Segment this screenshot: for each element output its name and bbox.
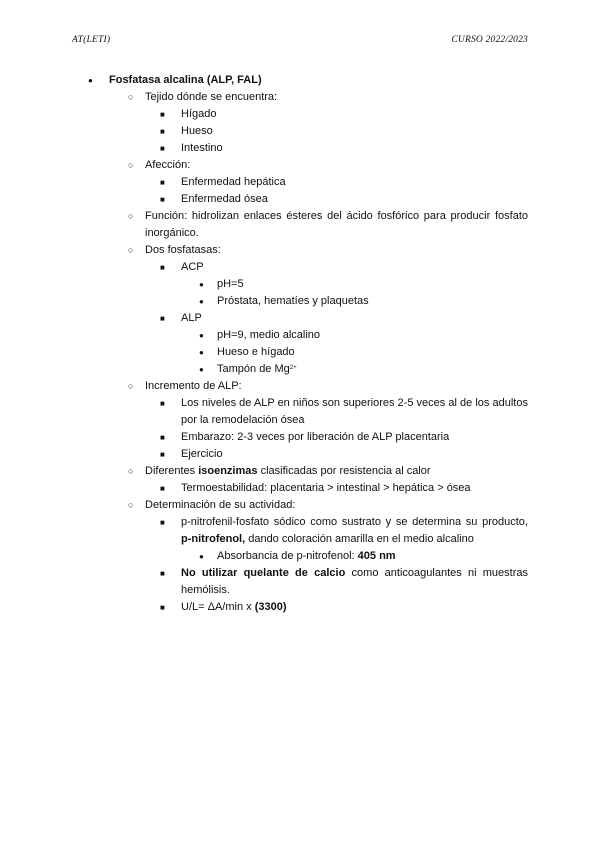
alp-ph: pH=9, medio alcalino: [217, 329, 321, 341]
funcion-text: Función: hidrolizan enlaces ésteres del ácido fosfórico para producir fosfato inorgánico.: [145, 210, 528, 239]
alp-tampon: Tampón de Mg: [217, 363, 290, 375]
abs-pre: Absorbancia de p-nitrofenol:: [217, 550, 358, 562]
bullet-disc-icon: ●: [199, 365, 204, 374]
list-item: [0, 259, 600, 276]
list-item: [0, 514, 600, 548]
quelante-post: como anticoagulantes ni muestras hemólisis.: [181, 567, 529, 596]
bullet-square-icon: ■: [160, 195, 165, 204]
bullet-circle-icon: ○: [128, 160, 134, 170]
quelante-bold: No utilizar quelante de calcio: [181, 567, 346, 579]
bullet-square-icon: ■: [160, 569, 165, 578]
determinacion-label: Determinación de su actividad:: [145, 499, 296, 511]
acp-item: pH=5: [217, 278, 244, 290]
list-item: [0, 497, 600, 514]
bullet-square-icon: ■: [160, 399, 165, 408]
tejido-item: Intestino: [181, 142, 223, 154]
incremento-item: Ejercicio: [181, 448, 223, 460]
list-item: [0, 446, 600, 463]
list-item: [0, 191, 600, 208]
sustrato-bold: p-nitrofenol,: [181, 533, 246, 545]
bullet-square-icon: ■: [160, 127, 165, 136]
alp-label: ALP: [181, 312, 202, 324]
incremento-label: Incremento de ALP:: [145, 380, 242, 392]
alp-tampon-sup: 2+: [289, 365, 297, 371]
list-item: [0, 565, 600, 599]
list-item: [0, 463, 600, 480]
isoenzimas-pre: Diferentes: [145, 465, 199, 477]
dos-label: Dos fosfatasas:: [145, 244, 221, 256]
list-item: [0, 310, 600, 327]
bullet-disc-icon: ●: [199, 348, 204, 357]
bullet-square-icon: ■: [160, 263, 165, 272]
tejido-item: Hueso: [181, 125, 213, 137]
afeccion-item: Enfermedad ósea: [181, 193, 268, 205]
incremento-item: Los niveles de ALP en niños son superiores 2-5 veces al de los adultos por la remodelación ósea: [181, 397, 528, 426]
list-item: [0, 157, 600, 174]
header-right: CURSO 2022/2023: [451, 35, 528, 45]
list-item: [0, 106, 600, 123]
list-item: [0, 89, 600, 106]
acp-item: Próstata, hematíes y plaquetas: [217, 295, 369, 307]
formula-pre: U/L= ΔA/min x: [181, 601, 255, 613]
incremento-item: Embarazo: 2-3 veces por liberación de ALP placentaria: [181, 431, 450, 443]
formula-bold: (3300): [254, 601, 287, 613]
abs-bold: 405 nm: [357, 550, 396, 562]
bullet-circle-icon: ○: [128, 466, 134, 476]
isoenzimas-post: clasificadas por resistencia al calor: [257, 465, 431, 477]
afeccion-item: Enfermedad hepática: [181, 176, 286, 188]
bullet-circle-icon: ○: [128, 245, 134, 255]
bullet-square-icon: ■: [160, 433, 165, 442]
afeccion-label: Afección:: [145, 159, 191, 171]
acp-label: ACP: [181, 261, 204, 273]
bullet-square-icon: ■: [160, 110, 165, 119]
bullet-disc-icon: ●: [199, 297, 204, 306]
isoenzimas-bold: isoenzimas: [198, 465, 258, 477]
sustrato-post: dando coloración amarilla en el medio alcalino: [245, 533, 474, 545]
bullet-circle-icon: ○: [128, 92, 134, 102]
alp-organs: Hueso e hígado: [217, 346, 295, 358]
tejido-label: Tejido dónde se encuentra:: [145, 91, 278, 103]
list-item: [0, 548, 600, 565]
sustrato-pre: p-nitrofenil-fosfato sódico como sustrato y se determina su producto,: [181, 516, 528, 528]
list-item: [0, 72, 600, 89]
bullet-disc-icon: ●: [199, 331, 204, 340]
list-item: [0, 140, 600, 157]
bullet-square-icon: ■: [160, 144, 165, 153]
bullet-square-icon: ■: [160, 450, 165, 459]
list-item: [0, 395, 600, 429]
bullet-square-icon: ■: [160, 314, 165, 323]
section-title: Fosfatasa alcalina (ALP, FAL): [109, 74, 262, 86]
list-item: [0, 480, 600, 497]
bullet-disc-icon: ●: [199, 552, 204, 561]
bullet-square-icon: ■: [160, 603, 165, 612]
list-item: [0, 378, 600, 395]
list-item: [0, 174, 600, 191]
tejido-item: Hígado: [181, 108, 217, 120]
list-item: [0, 327, 600, 344]
bullet-disc-icon: ●: [199, 280, 204, 289]
list-item: [0, 344, 600, 361]
list-item: [0, 293, 600, 310]
bullet-circle-icon: ○: [128, 500, 134, 510]
list-item: [0, 208, 600, 242]
bullet-circle-icon: ○: [128, 211, 134, 221]
document-body: [0, 72, 600, 616]
bullet-square-icon: ■: [160, 178, 165, 187]
list-item: [0, 123, 600, 140]
list-item: [0, 276, 600, 293]
list-item: [0, 599, 600, 616]
header-left: AT(LETI): [72, 35, 111, 45]
isoenzimas-item: Termoestabilidad: placentaria > intestinal > hepática > ósea: [181, 482, 471, 494]
bullet-square-icon: ■: [160, 484, 165, 493]
list-item: [0, 361, 600, 378]
list-item: [0, 429, 600, 446]
bullet-disc-icon: ●: [88, 76, 93, 85]
list-item: [0, 242, 600, 259]
bullet-circle-icon: ○: [128, 381, 134, 391]
bullet-square-icon: ■: [160, 518, 165, 527]
